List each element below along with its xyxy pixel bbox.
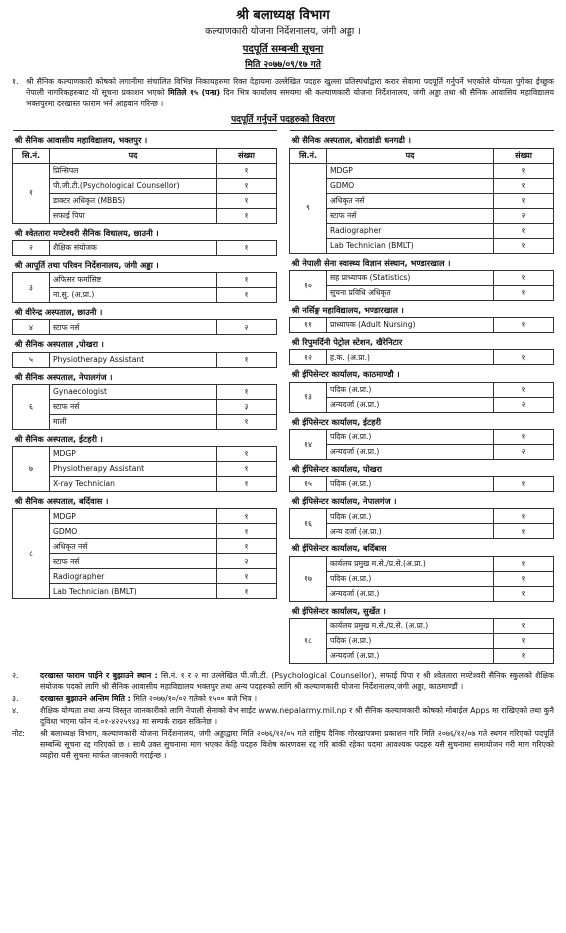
right_blocks-table [289, 130, 554, 664]
section-row [13, 492, 277, 509]
table-row [290, 270, 554, 285]
table-row [290, 285, 554, 300]
post-count: १ [494, 193, 554, 208]
post-count: १ [217, 462, 277, 477]
table-row [13, 240, 277, 255]
post-name: पदिक (अ.प्रा.) [327, 571, 494, 586]
post-count: १ [217, 524, 277, 539]
table-row [290, 223, 554, 238]
post-count: १ [217, 584, 277, 599]
section-row [290, 412, 554, 429]
table-row [13, 288, 277, 303]
header-sn: सि.नं. [13, 148, 50, 163]
section-title: श्री वीरेन्द्र अस्पताल, छाउनी । [13, 303, 277, 320]
section-row [290, 492, 554, 509]
post-name: अधिकृत नर्स [50, 539, 217, 554]
post-name: अन्यदर्जा (अ.प्रा.) [327, 397, 494, 412]
post-count: १ [494, 350, 554, 365]
section-title: श्री ईपिसेन्टर कार्यालय, बर्दिबास [290, 539, 554, 556]
section-title: श्री सैनिक आवासीय महाविद्यालय, भक्तपुर । [13, 131, 277, 148]
department-subtitle: कल्याणकारी योजना निर्देशनालय, जंगी अड्डा । [205, 26, 361, 38]
post-count: ३ [217, 399, 277, 414]
note-item [12, 705, 554, 727]
serial-number: १३ [290, 382, 327, 412]
post-name: सूचना प्रविधि अधिकृत [327, 285, 494, 300]
post-count: १ [494, 556, 554, 571]
post-count: २ [494, 208, 554, 223]
post-name: स्टाफ नर्स [50, 399, 217, 414]
table-row [290, 477, 554, 492]
serial-number: ६ [13, 384, 50, 429]
note-body: सि.नं. १ र २ मा उल्लेखित पी.जी.टी. (Psychological Counsellor), सफाई पिपा र श्री श्वेततारा मण्टेश्वरी सैनिक स्कुलको शैक्षिक संयोजक पदको लागि श्री सैनिक आवासीय महाविद्यालय भक्तपुर तथा अन्य पदहरुको लागि श्री कल्याणकारी योजना निर्देशनालय,जंगी अड्डा, काठमाण्डौं । [40, 670, 554, 691]
post-count: १ [217, 569, 277, 584]
section-title: श्री ईपिसेन्टर कार्यालय, सुर्खेत । [290, 601, 554, 618]
post-count: १ [494, 223, 554, 238]
table-row [13, 524, 277, 539]
post-count: १ [217, 193, 277, 208]
post-name: कार्यलय प्रमुख म.से./प्र.से.(अ.प्रा.) [327, 556, 494, 571]
section-row [13, 131, 277, 148]
intro-text-c: दिन भित्र कार्यालय समयमा श्री कल्याणकारी योजना निर्देशनालय, जंगी अड्डा तथा श्री सैनिक आवासिय महाविद्यालय भक्तपुरमा दरखास्त फाराम भर्न आहवान गरिन्छ । [26, 87, 555, 108]
table-row [13, 163, 277, 178]
note-bold: दरखास्त बुझाउने अन्तिम मिति : [40, 693, 131, 703]
section-title: श्री ईपिसेन्टर कार्यालय, ईटहरी [290, 412, 554, 429]
table-row [290, 318, 554, 333]
table-row [290, 586, 554, 601]
serial-number: १२ [290, 350, 327, 365]
section-row [13, 429, 277, 446]
section-title: श्री ईपिसेन्टर कार्यालय, नेपालगंज । [290, 492, 554, 509]
post-name: Lab Technician (BMLT) [327, 238, 494, 253]
post-count: १ [217, 240, 277, 255]
post-name: पदिक (अ.प्रा.) [327, 633, 494, 648]
note-number: ४. [12, 706, 19, 715]
table-row [290, 178, 554, 193]
posts-tables [12, 130, 554, 664]
post-name: सफाई पिपा [50, 208, 217, 223]
table-row [290, 509, 554, 524]
table-row [13, 554, 277, 569]
notice-title: पदपूर्ति सम्बन्धी सूचना [242, 44, 324, 56]
serial-number: १५ [290, 477, 327, 492]
notice-date: मिति २०७७/०९/१७ गते [245, 59, 321, 70]
intro-number: १. [12, 76, 19, 86]
table-row [290, 633, 554, 648]
table-row [13, 384, 277, 399]
post-name: प्राध्यापक (Adult Nursing) [327, 318, 494, 333]
table-row [290, 193, 554, 208]
post-name: MDGP [50, 447, 217, 462]
left-column [12, 130, 277, 664]
note-text [40, 693, 554, 704]
post-count: १ [494, 178, 554, 193]
post-count: १ [217, 539, 277, 554]
post-count: १ [217, 384, 277, 399]
serial-number: ५ [13, 352, 50, 367]
table-row [290, 648, 554, 663]
note-number: ३. [12, 693, 19, 703]
post-name: MDGP [327, 163, 494, 178]
post-name: Lab Technician (BMLT) [50, 584, 217, 599]
table-row [13, 477, 277, 492]
section-title: श्री सैनिक अस्पताल, ईटहरी । [13, 429, 277, 446]
post-name: स्टाफ नर्स [50, 554, 217, 569]
section-title: श्री सैनिक अस्पताल, नेपालगंज । [13, 367, 277, 384]
post-count: १ [217, 288, 277, 303]
post-name: ना.सु. (अ.प्रा.) [50, 288, 217, 303]
post-name: GDMO [50, 524, 217, 539]
note-body: मिति २०७७/१०/०२ गतेको १५०० बजे भित्र । [130, 693, 258, 703]
table-row [13, 414, 277, 429]
post-count: २ [494, 444, 554, 459]
header-qty: संख्या [494, 148, 554, 163]
table-row [290, 571, 554, 586]
post-name: अन्यदर्जा (अ.प्रा.) [327, 444, 494, 459]
note-text [40, 670, 554, 692]
post-count: १ [494, 318, 554, 333]
post-name: पदिक (अ.प्रा.) [327, 477, 494, 492]
table-row [13, 447, 277, 462]
table-row [290, 238, 554, 253]
table-row [290, 208, 554, 223]
header-post: पद [50, 148, 217, 163]
post-name: MDGP [50, 509, 217, 524]
section-row [290, 459, 554, 476]
note-text [40, 728, 554, 761]
post-name: अन्यदर्जा (अ.प्रा.) [327, 648, 494, 663]
post-count: १ [494, 633, 554, 648]
section-row [290, 601, 554, 618]
serial-number: १८ [290, 618, 327, 663]
post-name: माली [50, 414, 217, 429]
table-row [290, 429, 554, 444]
post-count: १ [494, 285, 554, 300]
serial-number: ८ [13, 509, 50, 599]
serial-number: ३ [13, 273, 50, 303]
post-count: १ [217, 352, 277, 367]
post-count: २ [494, 397, 554, 412]
table-header-row [290, 148, 554, 163]
post-name: Radiographer [50, 569, 217, 584]
post-name: अन्य दर्जा (अ.प्रा.) [327, 524, 494, 539]
section-row [290, 300, 554, 317]
table-row [13, 569, 277, 584]
section-row [290, 539, 554, 556]
post-count: १ [494, 571, 554, 586]
serial-number: ७ [13, 447, 50, 492]
organization-title: श्री बलाध्यक्ष विभाग [236, 8, 330, 23]
post-count: २ [217, 554, 277, 569]
note-body: श्री बलाध्यक्ष विभाग, कल्याणकारी योजना निर्देशनालय, जंगी अड्डाद्वारा मिति २०७६/१२/०५ गते राष्ट्रिय दैनिक गोरखापत्रमा प्रकाशन गरि मिति २०७६/१२/०७ गते स्थगन गरिएको पदपूर्ति सम्बन्धि सूचना रद्द गरिएको छ । साथै उक्त सुचनामा माग भएका केहि पदहरु विशेष कारणवस रद्द गरि बाकी रहेका पदमा आवश्यक पदहरु यसै सुचनामा समायोजन गरी माग गरिएको व्यहोरा यसै सुचना मार्फत जानकारी गराईन्छ । [40, 729, 554, 761]
post-count: १ [217, 163, 277, 178]
section-row [13, 335, 277, 352]
post-count: १ [494, 238, 554, 253]
table-row [290, 382, 554, 397]
post-name: अफिसर फर्मासिष्ट [50, 273, 217, 288]
post-name: अन्यदर्जा (अ.प्रा.) [327, 586, 494, 601]
post-name: ह.क. (अ.प्रा.) [327, 350, 494, 365]
note-item [12, 670, 554, 692]
right-column [289, 130, 554, 664]
post-name: पदिक (अ.प्रा.) [327, 429, 494, 444]
section-title: श्री नर्सिङ्ग महाविद्यालय, भण्डारखाल । [290, 300, 554, 317]
note-item [12, 693, 554, 704]
section-title: श्री सैनिक अस्पताल, बर्दिवास । [13, 492, 277, 509]
post-name: प्रिन्सिपल [50, 163, 217, 178]
serial-number: १६ [290, 509, 327, 539]
post-count: १ [494, 477, 554, 492]
serial-number: ४ [13, 320, 50, 335]
note-number: २. [12, 670, 19, 680]
section-title: श्री नेपाली सेना स्वास्थ्य विज्ञान संस्थान, भण्डारखाल । [290, 253, 554, 270]
section-row [290, 365, 554, 382]
post-count: २ [217, 320, 277, 335]
post-count: १ [217, 273, 277, 288]
post-name: कार्यलय प्रमुख म.से./प्र.से. (अ.प्रा.) [327, 618, 494, 633]
post-name: Physiotherapy Assistant [50, 352, 217, 367]
table-row [13, 178, 277, 193]
post-count: १ [217, 447, 277, 462]
left_blocks-table [12, 130, 277, 599]
section-row [290, 131, 554, 148]
table-row [290, 397, 554, 412]
post-name: Physiotherapy Assistant [50, 462, 217, 477]
header-post: पद [327, 148, 494, 163]
note-number: नोट: [12, 729, 25, 739]
section-title: श्री आपूर्ति तथा परिवन निर्देशनालय, जंगी अड्डा । [13, 255, 277, 272]
section-title: श्री ईपिसेन्टर कार्यालय, पोखरा [290, 459, 554, 476]
post-name: पदिक (अ.प्रा.) [327, 509, 494, 524]
table-row [290, 556, 554, 571]
post-count: १ [494, 270, 554, 285]
table-row [13, 539, 277, 554]
post-count: १ [217, 477, 277, 492]
table-row [290, 163, 554, 178]
post-name: अधिकृत नर्स [327, 193, 494, 208]
post-count: १ [494, 618, 554, 633]
serial-number: १० [290, 270, 327, 300]
post-count: १ [217, 509, 277, 524]
table-row [13, 208, 277, 223]
section-title: श्री रिपुमर्दिनी पेट्रोल स्टेशन, खैरेनिटार [290, 333, 554, 350]
section-title: श्री सैनिक अस्पताल ,पोखरा । [13, 335, 277, 352]
table-row [13, 273, 277, 288]
post-name: शैक्षिक संयोजक [50, 240, 217, 255]
post-name: X-ray Technician [50, 477, 217, 492]
table-row [13, 352, 277, 367]
post-count: १ [217, 208, 277, 223]
section-title: श्री सैनिक अस्पताल, बोराडांडी धनगढी । [290, 131, 554, 148]
post-count: १ [494, 648, 554, 663]
section-row [13, 303, 277, 320]
serial-number: १७ [290, 556, 327, 601]
section-row [13, 223, 277, 240]
serial-number: ९ [290, 163, 327, 253]
header-qty: संख्या [217, 148, 277, 163]
post-name: पी.जी.टी.(Psychological Counsellor) [50, 178, 217, 193]
post-name: Gynaecologist [50, 384, 217, 399]
serial-number: १ [13, 163, 50, 223]
post-name: सह प्राध्यापक (Statistics) [327, 270, 494, 285]
serial-number: ११ [290, 318, 327, 333]
post-count: १ [217, 414, 277, 429]
section-row [290, 333, 554, 350]
table-row [290, 618, 554, 633]
post-count: १ [494, 163, 554, 178]
table-header-row [13, 148, 277, 163]
section-row [13, 367, 277, 384]
table-row [13, 462, 277, 477]
intro-text-a: श्री सैनिक कल्याणकारी कोषको लगानीमा संचालित विभिन्न निकायहरुमा रिक्त देहायमा उल्लेखित पदहरु खुल्ला प्रतिस्पर्धाद्वारा करार सेवामा पदपूर्ति गर्नुपर्ने भएकोले योग्यता पुगेका ईच्छुक नेपाली नागरिकहरुबाट यो सूचना प्रकाशन भएको [26, 76, 554, 97]
section-row [290, 253, 554, 270]
serial-number: २ [13, 240, 50, 255]
post-count: १ [494, 509, 554, 524]
table-row [13, 320, 277, 335]
post-name: GDMO [327, 178, 494, 193]
table-row [13, 399, 277, 414]
note-item [12, 728, 554, 761]
table-row [13, 193, 277, 208]
table-row [290, 350, 554, 365]
notes-section [12, 670, 554, 762]
post-count: १ [494, 429, 554, 444]
table-row [290, 444, 554, 459]
section-title: श्री श्वेततारा मण्टेश्वरी सैनिक विधालय, छाउनी । [13, 223, 277, 240]
post-name: स्टाफ नर्स [50, 320, 217, 335]
table-row [290, 524, 554, 539]
post-count: १ [217, 178, 277, 193]
section-row [13, 255, 277, 272]
table-row [13, 584, 277, 599]
serial-number: १४ [290, 429, 327, 459]
note-text [40, 705, 554, 727]
post-name: डाक्टर अधिकृत (MBBS) [50, 193, 217, 208]
post-count: १ [494, 586, 554, 601]
post-name: Radiographer [327, 223, 494, 238]
note-body: शैक्षिक योग्यता तथा अन्य विस्तृत जानकारीको लागि नेपाली सेनाको वेभ साईट www.nepalarmy.mil.np र श्री सैनिक कल्याणकारी कोषको मोबाईल Apps मा राखिएको तथा कुनै दुविधा भएमा फोन नं.०१-४२२५९४३ मा सम्पर्क राख्न सकिनेछ । [40, 706, 554, 727]
post-count: १ [494, 382, 554, 397]
post-name: स्टाफ नर्स [327, 208, 494, 223]
table-row [13, 509, 277, 524]
note-bold: दरखास्त फाराम पाईने र बुझाउने स्थान : [40, 670, 158, 680]
header-sn: सि.नं. [290, 148, 327, 163]
post-name: पदिक (अ.प्रा.) [327, 382, 494, 397]
details-title: पदपूर्ति गर्नुपर्ने पदहरुको विवरण [231, 115, 335, 126]
section-title: श्री ईपिसेन्टर कार्यालय, काठमाण्डौ । [290, 365, 554, 382]
intro-paragraph [12, 76, 554, 109]
intro-deadline: मितिले १५ (पन्ध्र) [168, 87, 221, 97]
post-count: १ [494, 524, 554, 539]
